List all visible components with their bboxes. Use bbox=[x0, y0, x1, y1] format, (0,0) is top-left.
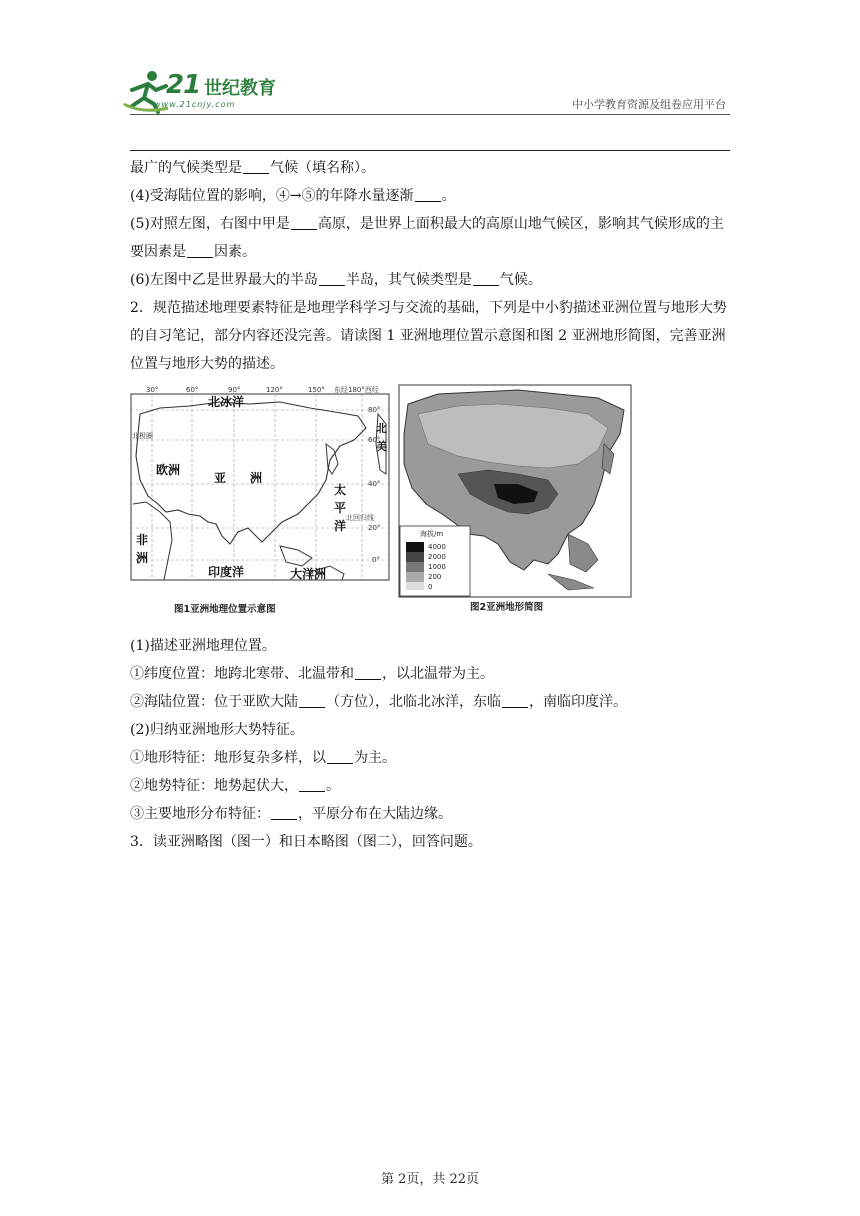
answer-blank[interactable] bbox=[355, 665, 381, 680]
lat-label: 20° bbox=[368, 524, 381, 532]
q2-sub1-b: ②海陆位置：位于亚欧大陆 （方位），北临北冰洋，东临 ，南临印度洋。 bbox=[130, 694, 627, 710]
q2-sub2-title: (2)归纳亚洲地形大势特征。 bbox=[130, 722, 304, 738]
logo-text: 世纪教育 bbox=[204, 78, 276, 99]
q1-item4: (4)受海陆位置的影响，④→⑤的年降水量逐渐 。 bbox=[130, 188, 456, 204]
label-pacific-3: 洋 bbox=[334, 519, 347, 533]
lat-label: 0° bbox=[372, 556, 380, 564]
legend-value: 0 bbox=[428, 583, 433, 591]
q1-line-a: 最广的气候类型是 气候（填名称）。 bbox=[130, 160, 375, 176]
asia-location-map bbox=[130, 384, 392, 602]
answer-blank[interactable] bbox=[473, 271, 499, 286]
answer-blank[interactable] bbox=[299, 693, 325, 708]
label-north-america-1: 北 bbox=[376, 422, 387, 435]
lon-label: 东经180°西经 bbox=[334, 386, 379, 394]
lon-label: 60° bbox=[186, 386, 199, 394]
q1-item6: (6)左图中乙是世界最大的半岛 半岛，其气候类型是 气候。 bbox=[130, 272, 542, 288]
lon-label: 90° bbox=[228, 386, 241, 394]
page-number: 第 2页，共 22页 bbox=[380, 1172, 480, 1187]
platform-name: 中小学教育资源及组卷应用平台 bbox=[572, 98, 726, 111]
lat-label: 40° bbox=[368, 480, 381, 488]
logo-url: www.21cnjy.com bbox=[154, 100, 236, 109]
q2-stem: 2．规范描述地理要素特征是地理学科学习与交流的基础，下列是中小豹描述亚洲位置与地形大势的自习笔记，部分内容还没完善。请读图 1 亚洲地理位置示意图和图 2 亚洲地形简图，完善亚洲位置与地形大势的描述。 bbox=[130, 300, 727, 372]
lat-label: 80° bbox=[368, 406, 381, 414]
answer-blank[interactable] bbox=[299, 777, 325, 792]
label-africa-1: 非 bbox=[136, 533, 149, 547]
q1-item5: (5)对照左图，右图中甲是 高原，是世界上面积最大的高原山地气候区，影响其气候形成的主要因素是 因素。 bbox=[130, 216, 724, 260]
logo bbox=[122, 68, 302, 114]
q2-sub1-a: ①纬度位置：地跨北寒带、北温带和 ，以北温带为主。 bbox=[130, 666, 494, 682]
label-asia-2: 洲 bbox=[250, 471, 263, 485]
label-asia-1: 亚 bbox=[214, 471, 227, 485]
label-arctic-circle: 北极圈 bbox=[132, 432, 153, 440]
label-tropic: 北回归线 bbox=[346, 514, 374, 522]
label-pacific-2: 平 bbox=[334, 501, 347, 515]
answer-blank[interactable] bbox=[502, 693, 528, 708]
lon-label: 30° bbox=[146, 386, 159, 394]
answer-blank[interactable] bbox=[415, 187, 441, 202]
content-rule bbox=[130, 150, 730, 151]
lat-label: 60° bbox=[368, 436, 381, 444]
legend-value: 4000 bbox=[428, 543, 446, 551]
legend-value: 1000 bbox=[428, 563, 446, 571]
asia-terrain-map bbox=[398, 384, 632, 598]
q3-stem: 3．读亚洲略图（图一）和日本略图（图二），回答问题。 bbox=[130, 834, 482, 850]
logo-number: 21 bbox=[166, 70, 201, 100]
legend-value: 200 bbox=[428, 573, 442, 581]
answer-blank[interactable] bbox=[291, 215, 317, 230]
answer-blank[interactable] bbox=[271, 805, 297, 820]
page-content bbox=[130, 154, 732, 856]
label-oceania: 大洋洲 bbox=[290, 567, 327, 581]
answer-blank[interactable] bbox=[319, 271, 345, 286]
label-pacific-1: 太 bbox=[334, 483, 347, 497]
lon-label: 120° bbox=[266, 386, 283, 394]
label-indian-ocean: 印度洋 bbox=[208, 565, 245, 579]
legend-title: 海拔/m bbox=[420, 530, 444, 538]
label-europe: 欧洲 bbox=[156, 463, 181, 477]
lon-label: 150° bbox=[308, 386, 325, 394]
label-africa-2: 洲 bbox=[136, 551, 149, 565]
fig1-caption: 图1亚洲地理位置示意图 bbox=[174, 604, 276, 615]
q2-sub2-b: ②地势特征：地势起伏大， 。 bbox=[130, 778, 340, 794]
q2-sub2-a: ①地形特征：地形复杂多样，以 为主。 bbox=[130, 750, 396, 766]
legend-value: 2000 bbox=[428, 553, 446, 561]
label-north-america-2: 美 bbox=[376, 440, 387, 453]
label-arctic-ocean: 北冰洋 bbox=[208, 395, 245, 409]
answer-blank[interactable] bbox=[327, 749, 353, 764]
header-rule bbox=[130, 114, 730, 115]
answer-blank[interactable] bbox=[187, 243, 213, 258]
figures-row bbox=[130, 382, 732, 632]
fig2-caption: 图2亚洲地形简图 bbox=[470, 602, 544, 613]
answer-blank[interactable] bbox=[243, 159, 269, 174]
q2-sub2-c: ③主要地形分布特征： ，平原分布在大陆边缘。 bbox=[130, 806, 452, 822]
q2-sub1-title: (1)描述亚洲地理位置。 bbox=[130, 638, 276, 654]
page-header bbox=[0, 0, 860, 160]
